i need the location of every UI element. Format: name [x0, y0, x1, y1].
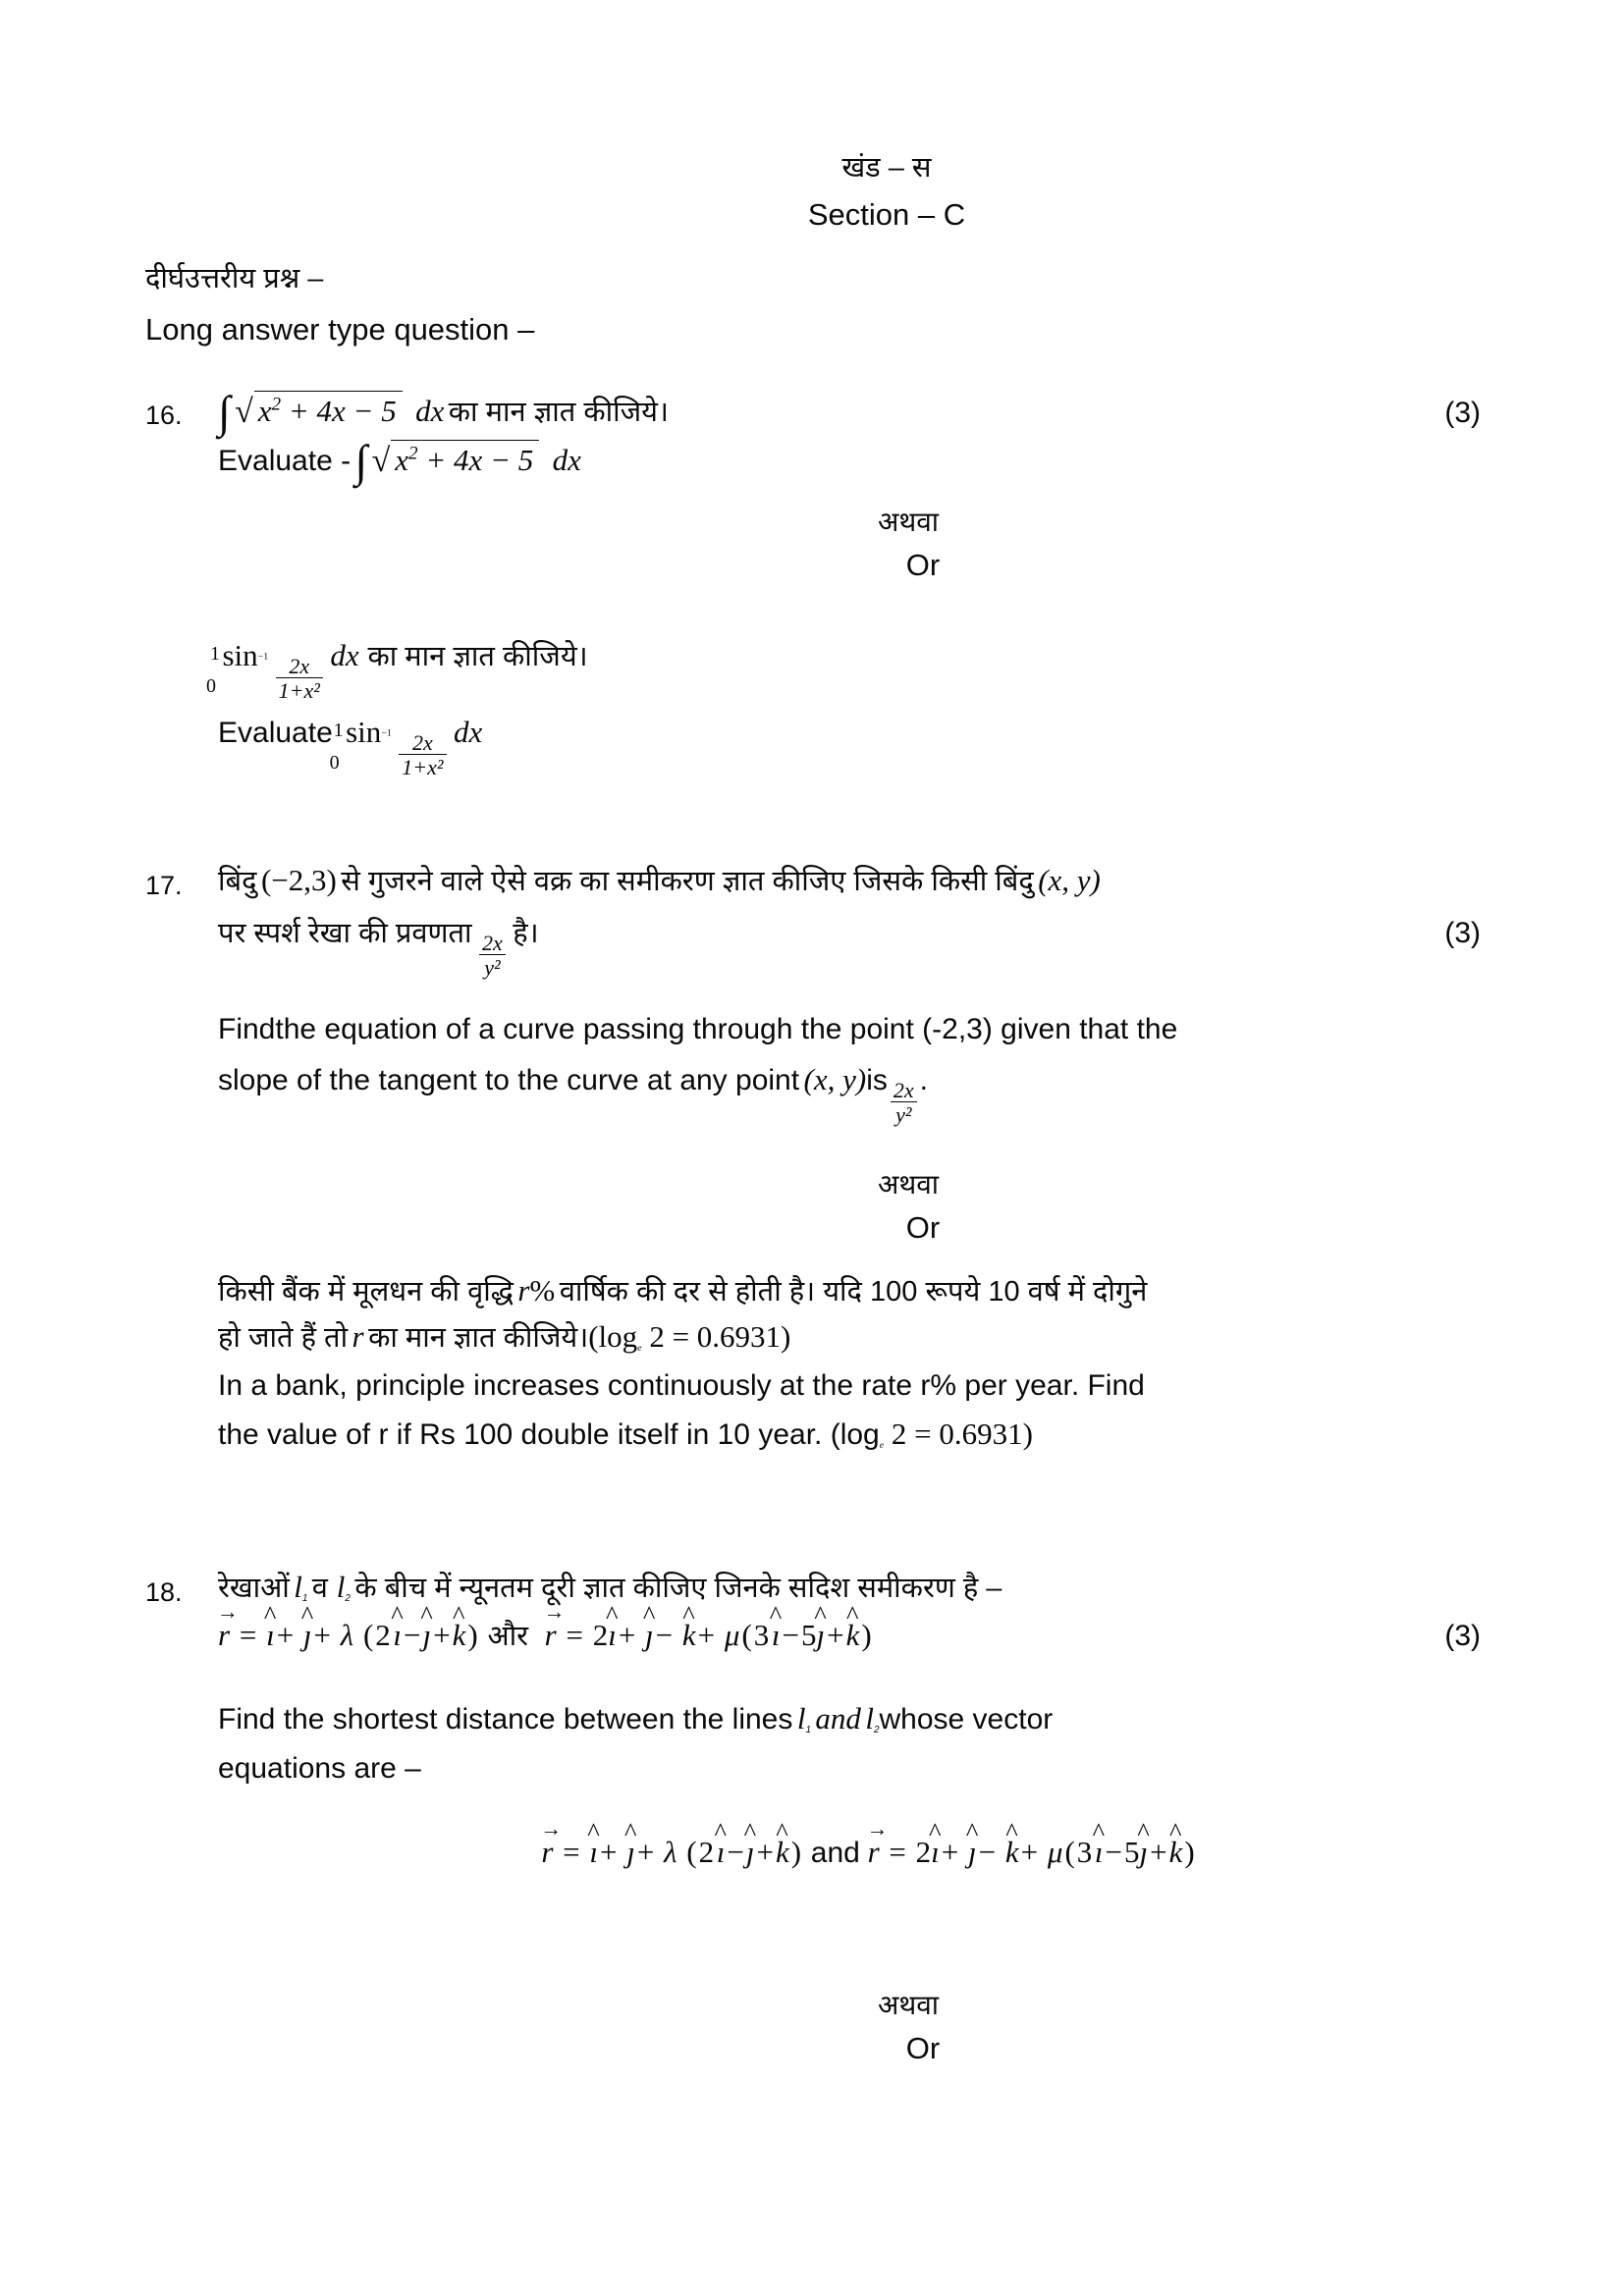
long-answer-label-english: Long answer type question – [145, 312, 535, 347]
lambda-symbol-2: λ [664, 1835, 677, 1869]
q17-hi-bindu: बिंदु [218, 866, 257, 897]
or-hindi-q16: अथवा [877, 507, 940, 537]
question-17-hindi-line-1 [218, 861, 1481, 899]
sin-function-2: sin [346, 714, 382, 749]
question-17-alt-hindi-line-1 [218, 1271, 1481, 1309]
dx-symbol-3: dx [330, 638, 359, 672]
or-hindi-q18: अथवा [877, 1990, 940, 2020]
question-16-alt-hindi-line [206, 636, 1481, 704]
question-16-alt-english-prefix: Evaluate [218, 716, 333, 749]
i-hat-3: ı ^ [608, 1618, 617, 1653]
question-17-english-line-1: Findthe equation of a curve passing through the point (-2,3) given that the [218, 1012, 1178, 1045]
q17-xy-english: (x, y) [803, 1061, 867, 1096]
dx-symbol-4: dx [453, 714, 483, 749]
question-16-english-line: Evaluate - ∫ √ $x^2 + 4x - 5$ dx [218, 436, 581, 486]
section-heading-block [293, 147, 1481, 233]
question-16-english-prefix: Evaluate - [218, 445, 352, 477]
q18-l2-sub-hindi: 2 [345, 1593, 351, 1605]
i-hat-1: ı ^ [266, 1618, 275, 1653]
question-17-number: 17. [145, 871, 183, 900]
j-hat-4: ȷ ^ [817, 1618, 826, 1653]
fraction-denominator: 1+x² [276, 677, 323, 702]
integral-lower-limit-2: 0 [329, 751, 340, 774]
q18-l2-hindi: l [336, 1570, 346, 1604]
integral-upper-limit-2: 1 [333, 719, 344, 741]
fraction-numerator-2: 2x [412, 729, 433, 755]
q18-l1-sub-hindi: 1 [301, 1593, 308, 1605]
section-heading-english: Section – C [807, 197, 966, 232]
q17-frac-den-2: y² [891, 1101, 917, 1126]
question-18-english-line-2: equations are – [218, 1752, 421, 1785]
q18-en-and: and [815, 1701, 861, 1735]
q17alt-hi-text-1: किसी बैंक में मूलधन की वृद्धि [218, 1276, 514, 1308]
fraction-numerator: 2x [289, 654, 310, 679]
q18-l1-sub-english: 1 [805, 1725, 811, 1736]
q18-eq2-hindi: r → = 2ı ^+ ȷ ^− k ^+ μ(3 ı ^−5ȷ ^+k ^) [537, 1618, 874, 1652]
q18-l2-sub-english: 2 [873, 1725, 880, 1736]
q17-hi-text-2: पर स्पर्श रेखा की प्रवणता [218, 918, 472, 949]
q17-en-period: . [919, 1063, 928, 1096]
q17alt-log-rest: 2 = 0.6931) [641, 1319, 791, 1354]
question-17-hindi-line-2 [218, 913, 1481, 980]
definite-integral [206, 643, 222, 697]
integral-upper-limit: 1 [210, 643, 220, 665]
sqrt-expression-2 [372, 440, 540, 479]
integral-limits-2 [329, 719, 344, 774]
question-18-hindi-equations [218, 1616, 1481, 1654]
j-hat-5: ȷ ^ [626, 1835, 635, 1870]
sin-inverse-exponent: −1 [257, 651, 269, 663]
fraction-2x-over-1plusx2-b [399, 731, 446, 778]
r-vector-1: r → [218, 1618, 230, 1653]
question-16-hindi-line: ∫ √ $x^2 + 4x - 5$ dx का मान ज्ञात कीजिये। [218, 387, 669, 437]
question-16-alt-english-line [218, 715, 1481, 779]
question-16-hindi-suffix: का मान ज्ञात कीजिये। [448, 397, 669, 428]
integral-limits [206, 643, 220, 697]
i-hat-8: ı ^ [1095, 1835, 1104, 1870]
k-hat-2: k ^ [682, 1618, 696, 1653]
q17-en-is: is [866, 1063, 888, 1096]
question-16-marks: (3) [1444, 397, 1481, 429]
question-17 [145, 861, 1481, 1458]
question-16 [145, 387, 1481, 784]
q17alt-hi-text-2: वार्षिक की दर से होती है। यदि 100 रूपये 10 वर्ष में दोगुने [559, 1276, 1148, 1308]
equals-sign-1: = [239, 1618, 257, 1652]
q17-point: (−2,3) [260, 863, 337, 897]
equals-sign-4: = [889, 1835, 906, 1869]
question-18 [145, 1568, 1481, 2066]
i-hat-5: ı ^ [589, 1835, 598, 1870]
question-18-body [218, 1568, 1481, 2066]
q17alt-hi-text-4: का मान ज्ञात कीजिये। [368, 1322, 589, 1354]
q18-en-and-2: and [810, 1837, 860, 1869]
question-18-marks: (3) [1444, 1620, 1481, 1652]
q17alt-percent: % [529, 1273, 556, 1308]
mu-symbol-1: μ [724, 1618, 740, 1652]
j-hat-7: ȷ ^ [968, 1835, 977, 1870]
question-17-marks: (3) [1444, 917, 1481, 949]
question-17-english-line-2 [218, 1062, 1481, 1127]
q17-hi-hai: है। [513, 918, 539, 949]
i-hat-6: ı ^ [717, 1835, 726, 1870]
q18-en-text-2: whose vector [879, 1703, 1054, 1735]
q17-frac-den: y² [479, 954, 506, 979]
definite-integral-2 [329, 719, 346, 774]
radicand-2: $x^2 + 4x - 5$ [391, 440, 539, 478]
q17alt-en-text-2: the value of r if Rs 100 double itself in 10 year. (log [218, 1418, 880, 1451]
question-16-alt-hindi-suffix: का मान ज्ञात कीजिये। [367, 641, 588, 672]
q18-hi-va: व [311, 1573, 328, 1604]
i-hat-4: ı ^ [772, 1618, 781, 1653]
r-vector-4: r → [868, 1835, 880, 1870]
q18-hi-text-1: के बीच में न्यूनतम दूरी ज्ञात कीजिए जिनके सदिश समीकरण है – [354, 1573, 1002, 1604]
q18-l2-english: l [865, 1701, 874, 1735]
q17alt-en-log-rest: 2 = 0.6931) [884, 1416, 1033, 1451]
sin-function: sin [222, 638, 258, 672]
q17-xy-hindi: (x, y) [1038, 863, 1101, 897]
question-18-english-equations [257, 1835, 1481, 1870]
q17alt-r-symbol: r [517, 1273, 530, 1308]
i-hat-7: ı ^ [931, 1835, 940, 1870]
j-hat-8: ȷ ^ [1139, 1835, 1148, 1870]
fraction-2x-over-1plusx2 [276, 655, 323, 702]
q17-frac-num: 2x [482, 931, 503, 956]
mu-symbol-2: μ [1047, 1835, 1063, 1869]
q17-hi-text-1: से गुजरने वाले ऐसे वक्र का समीकरण ज्ञात कीजिए जिसके किसी बिंदु [341, 866, 1034, 897]
q17-en-text-2: slope of the tangent to the curve at any point [218, 1063, 800, 1096]
integral-lower-limit: 0 [206, 675, 216, 697]
fraction-denominator-2: 1+x² [399, 754, 446, 778]
j-hat-2: ȷ ^ [423, 1618, 432, 1653]
question-17-body [218, 861, 1481, 1458]
sin-inverse-exponent-2: −1 [381, 727, 392, 739]
q17alt-log-open: (log [588, 1319, 638, 1354]
q18-hi-rekhaon: रेखाओं [218, 1573, 290, 1604]
j-hat-6: ȷ ^ [746, 1835, 755, 1870]
lambda-symbol-1: λ [340, 1618, 354, 1652]
q17alt-log-base: e [637, 1343, 642, 1355]
question-17-alt-english-line-1: In a bank, principle increases continuously at the rate r% per year. Find [218, 1369, 1145, 1402]
dx-symbol: dx [415, 394, 445, 428]
q17alt-hi-text-3: हो जाते हैं तो [218, 1322, 349, 1354]
or-english-q18: Or [905, 2031, 941, 2065]
equals-sign-3: = [563, 1835, 580, 1869]
section-heading-hindi: खंड – स [841, 152, 932, 184]
i-hat-2: ı ^ [393, 1618, 402, 1653]
radicand: $x^2 + 4x - 5$ [254, 391, 403, 429]
dx-symbol-2: dx [552, 443, 581, 477]
k-hat-5: k ^ [1005, 1835, 1019, 1870]
k-hat-6: k ^ [1169, 1835, 1183, 1870]
question-18-number: 18. [145, 1577, 183, 1607]
q18-eq1-hindi: r → = ı ^+ ȷ ^+ λ (2 ı ^−ȷ ^+k ^) [218, 1618, 487, 1652]
fraction-2x-over-y2 [479, 932, 506, 979]
question-17-alt-hindi-line-2 [218, 1317, 1481, 1356]
r-vector-3: r → [541, 1835, 553, 1870]
question-16-body [206, 387, 1481, 784]
equals-sign-2: = [566, 1618, 583, 1652]
or-english-q16: Or [905, 548, 941, 582]
q18-en-text-1: Find the shortest distance between the lines [218, 1703, 793, 1735]
q17alt-r-symbol-2: r [352, 1319, 364, 1354]
fraction-2x-over-y2-b [891, 1079, 917, 1126]
q18-l1-english: l [796, 1701, 806, 1735]
k-hat-4: k ^ [776, 1835, 789, 1870]
j-hat-1: ȷ ^ [303, 1618, 312, 1653]
q18-eq1-english: r → = ı ^+ ȷ ^+ λ (2 ı ^−ȷ ^+k ^) [541, 1835, 810, 1869]
q17alt-en-log-base: e [879, 1440, 885, 1452]
page-content [145, 147, 1481, 2066]
q17-frac-num-2: 2x [893, 1077, 914, 1102]
long-answer-label-hindi: दीर्घउत्तरीय प्रश्न – [145, 263, 324, 294]
question-16-number: 16. [145, 400, 183, 430]
sqrt-expression [235, 391, 403, 430]
q18-hi-aur: और [487, 1621, 528, 1652]
r-vector-2: r → [545, 1618, 557, 1653]
j-hat-3: ȷ ^ [645, 1618, 654, 1653]
q18-eq2-english: r → = 2ı ^+ ȷ ^− k ^+ μ(3 ı ^−5ȷ ^+k ^) [860, 1835, 1197, 1869]
question-17-alt-english-line-2 [218, 1416, 1481, 1452]
or-english-q17: Or [905, 1210, 941, 1245]
or-hindi-q17: अथवा [877, 1169, 940, 1200]
k-hat-3: k ^ [846, 1618, 860, 1653]
q18-l1-hindi: l [294, 1570, 302, 1604]
radical-icon-2: √ [371, 443, 391, 479]
radical-icon: √ [235, 394, 253, 430]
question-18-english-line-1 [218, 1701, 1481, 1736]
k-hat-1: k ^ [453, 1618, 466, 1653]
